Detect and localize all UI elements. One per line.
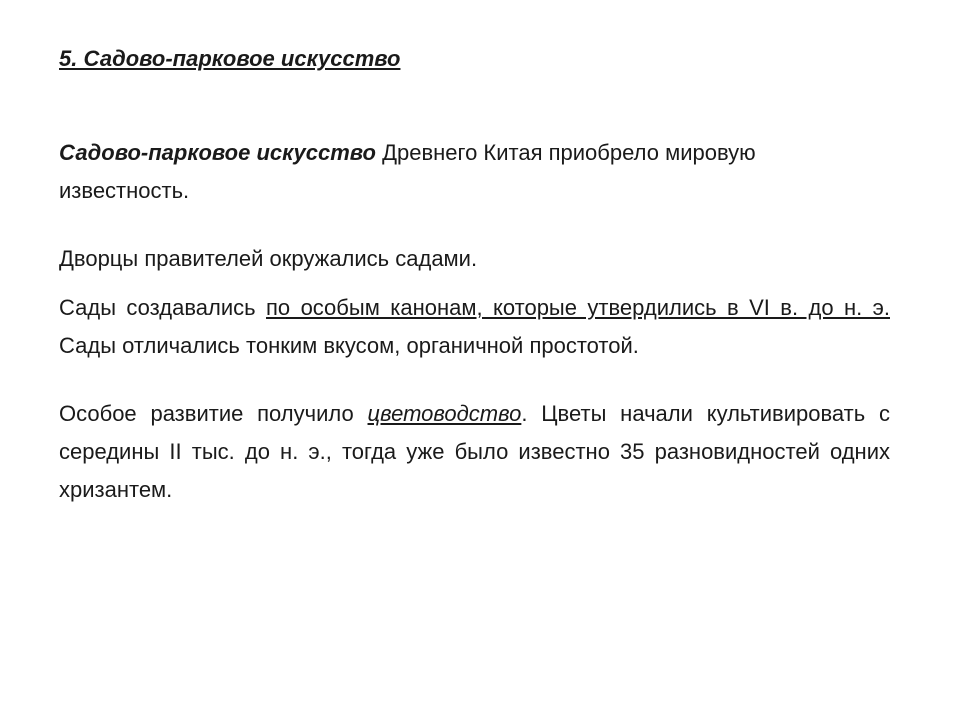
slide-content	[59, 40, 890, 509]
slide-title: 5. Садово-парковое искусство	[59, 46, 401, 71]
paragraph-3	[59, 289, 890, 365]
paragraph-3-start: Сады создавались	[59, 295, 267, 320]
paragraph-1	[59, 134, 890, 210]
paragraph-4-start: Особое развитие получило	[59, 401, 368, 426]
paragraph-2: Дворцы правителей окружались садами.	[59, 246, 478, 271]
paragraph-3-end: Сады отличались тонким вкусом, органичной простотой.	[59, 333, 639, 358]
paragraph-4-term: цветоводство	[367, 401, 522, 426]
paragraph-4	[59, 395, 890, 509]
paragraph-4-end: . Цветы начали культивировать с середины II тыс. до н. э., тогда уже было известно 35 разновидностей одних хризантем.	[59, 401, 890, 502]
paragraph-3-underlined: по особым канонам, которые утвердились в VI в. до н. э.	[266, 295, 890, 320]
paragraph-1-lead: Садово-парковое искусство	[59, 140, 376, 165]
paragraph-1-rest: Древнего Китая приобрело мировую известность.	[59, 140, 756, 203]
